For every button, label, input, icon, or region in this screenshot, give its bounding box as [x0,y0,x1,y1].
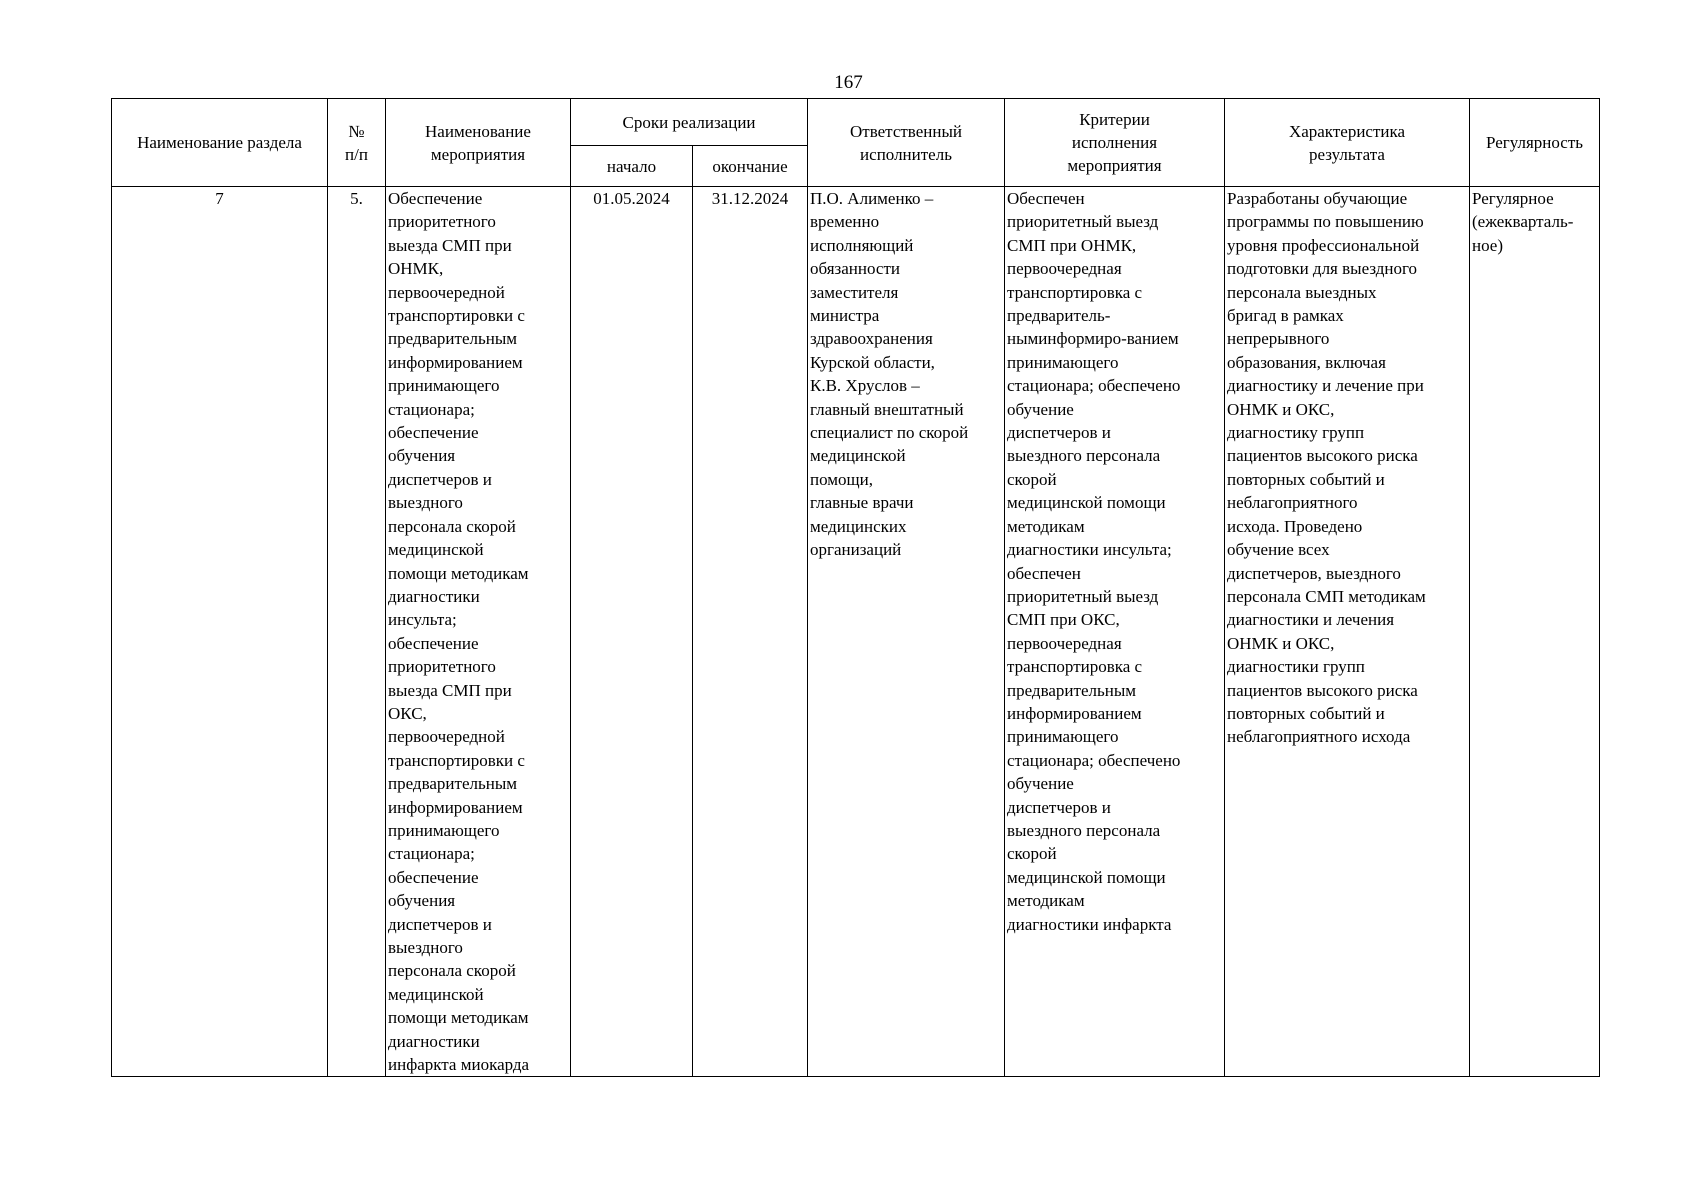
activity-plan-table [111,98,1600,1077]
header-event-name: Наименование мероприятия [386,99,571,187]
header-row-number: № п/п [328,99,386,187]
cell-regularity: Регулярное (ежекварталь- ное) [1470,187,1600,1077]
cell-result: Разработаны обучающие программы по повышению уровня профессиональной подготовки для выездного персонала выездных бригад в рамках непрерывного образования, включая диагностику и лечение при ОНМК и ОКС, диагностику групп пациентов высокого риска повторных событий и неблагоприятного исхода. Проведено обучение всех диспетчеров, выездного персонала СМП методикам диагностики и лечения ОНМК и ОКС, диагностики групп пациентов высокого риска повторных событий и неблагоприятного исхода [1225,187,1470,1077]
header-criteria: Критерии исполнения мероприятия [1005,99,1225,187]
header-end: окончание [693,146,808,187]
cell-responsible: П.О. Алименко – временно исполняющий обязанности заместителя министра здравоохранения Курской области, К.В. Хруслов – главный внештатный специалист по скорой медицинской помощи, главные врачи медицинских организаций [808,187,1005,1077]
cell-start-date: 01.05.2024 [571,187,693,1077]
table-row [112,187,1600,1077]
header-section-name: Наименование раздела [112,99,328,187]
cell-end-date: 31.12.2024 [693,187,808,1077]
header-result: Характеристика результата [1225,99,1470,187]
cell-section: 7 [112,187,328,1077]
header-responsible: Ответственный исполнитель [808,99,1005,187]
page-number: 167 [834,72,863,93]
cell-number: 5. [328,187,386,1077]
table-header [112,99,1600,187]
header-start: начало [571,146,693,187]
header-implementation-period: Сроки реализации [571,99,808,146]
header-regularity: Регулярность [1470,99,1600,187]
cell-criteria: Обеспечен приоритетный выезд СМП при ОНМК, первоочередная транспортировка с предваритель- ныминформиро-ванием принимающего стационара; обеспечено обучение диспетчеров и выездного персонала скорой медицинской помощи методикам диагностики инсульта; обеспечен приоритетный выезд СМП при ОКС, первоочередная транспортировка с предварительным информированием принимающего стационара; обеспечено обучение диспетчеров и выездного персонала скорой медицинской помощи методикам диагностики инфаркта [1005,187,1225,1077]
header-row [112,99,1600,146]
cell-event-name: Обеспечение приоритетного выезда СМП при ОНМК, первоочередной транспортировки с предварительным информированием принимающего стационара; обеспечение обучения диспетчеров и выездного персонала скорой медицинской помощи методикам диагностики инсульта; обеспечение приоритетного выезда СМП при ОКС, первоочередной транспортировки с предварительным информированием принимающего стационара; обеспечение обучения диспетчеров и выездного персонала скорой медицинской помощи методикам диагностики инфаркта миокарда [386,187,571,1077]
